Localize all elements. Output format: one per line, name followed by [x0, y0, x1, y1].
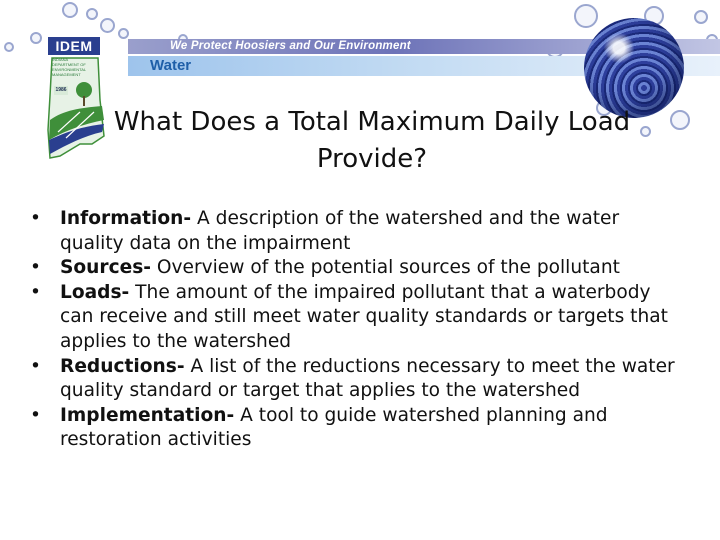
bullet-term: Sources- — [60, 257, 151, 279]
bullet-text: A description of the watershed and the water quality data on the impairment — [60, 208, 620, 254]
water-globe-image — [584, 18, 684, 118]
slide-title — [100, 104, 644, 178]
bullet-list — [30, 207, 680, 453]
slide-title-line-2: Provide? — [316, 144, 428, 174]
bullet-text: A tool to guide watershed planning and restoration activities — [60, 404, 608, 451]
bubble-decoration — [670, 110, 690, 130]
bullet-text: The amount of the impaired pollutant that a waterbody can receive and still meet water quality standards or targets that applies to the watershed — [60, 281, 668, 352]
idem-logo-subtitle: INDIANA DEPARTMENT OF ENVIRONMENTAL MANAGEMENT — [52, 57, 87, 77]
bullet-item-sources — [30, 256, 680, 281]
header-section-title: Water — [150, 57, 192, 74]
bubble-decoration — [100, 18, 115, 33]
bullet-item-implementation — [30, 404, 680, 453]
bubble-decoration — [62, 2, 78, 18]
bullet-text: Overview of the potential sources of the pollutant — [151, 257, 620, 279]
bullet-term: Reductions- — [60, 355, 185, 377]
bubble-decoration — [4, 42, 14, 52]
bubble-decoration — [118, 28, 129, 39]
bullet-dot-icon: • — [30, 355, 41, 377]
bullet-text: A list of the reductions necessary to meet the water quality standard or target that applies to the watershed — [60, 355, 675, 402]
bullet-dot-icon: • — [30, 404, 41, 426]
idem-logo-badge — [48, 37, 100, 55]
bullet-term: Information- — [60, 208, 192, 229]
bubble-decoration — [86, 8, 98, 20]
header-tagline: We Protect Hoosiers and Our Environment — [170, 40, 411, 52]
bullet-item-information — [30, 207, 680, 256]
bullet-dot-icon: • — [30, 208, 41, 229]
slide-title-line-1: What Does a Total Maximum Daily Load — [113, 107, 631, 137]
bullet-term: Loads- — [60, 281, 130, 303]
idem-logo-text: IDEM — [55, 38, 93, 54]
bullet-item-loads — [30, 281, 680, 355]
bubble-decoration — [694, 10, 708, 24]
bubble-decoration — [574, 4, 598, 28]
bullet-term: Implementation- — [60, 404, 235, 426]
idem-logo-year: 1986 — [55, 87, 67, 93]
bullet-dot-icon: • — [30, 257, 41, 279]
bullet-item-reductions — [30, 355, 680, 404]
bullet-dot-icon: • — [30, 281, 41, 303]
